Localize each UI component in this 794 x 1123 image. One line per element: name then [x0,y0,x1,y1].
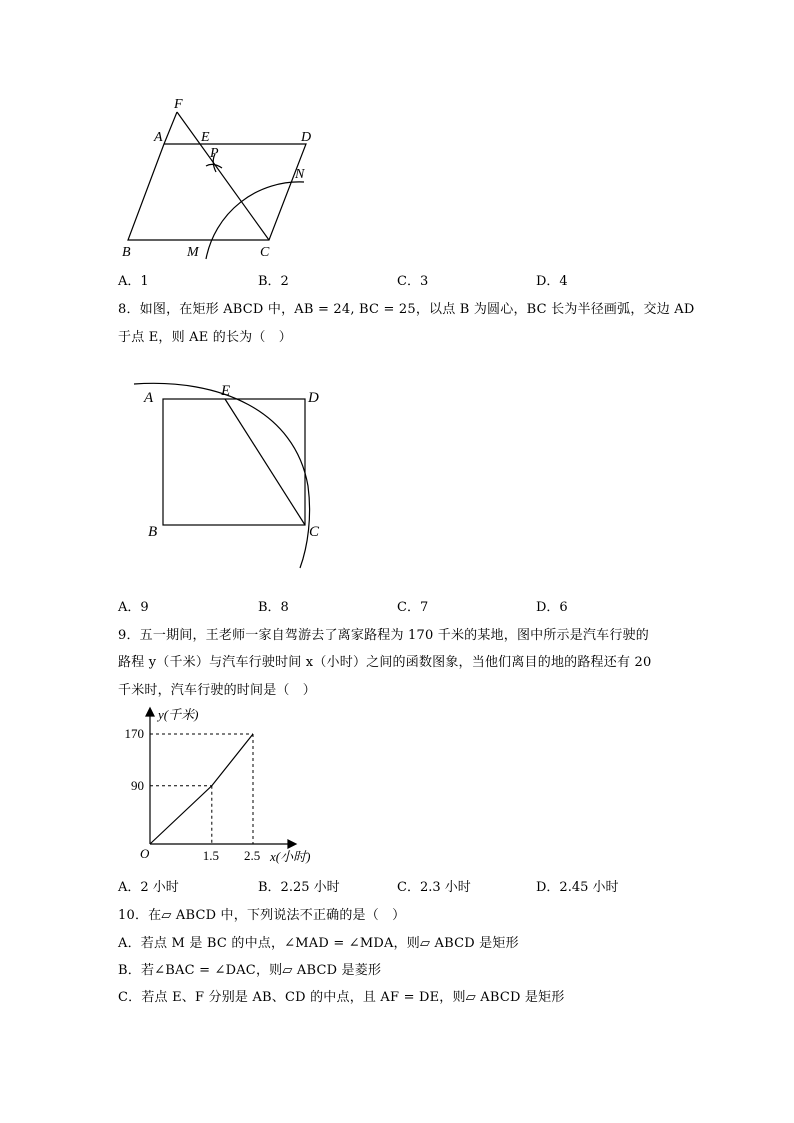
label-a: A [144,390,154,406]
origin-label: O [140,846,150,861]
q9-option-d[interactable]: D．2.45 小时 [536,880,619,895]
label-d: D [308,390,319,406]
label-b: B [148,524,158,540]
x-axis-label: x(小时) [270,849,311,864]
label-p: P [210,146,219,161]
y-tick-label: 170 [124,726,144,741]
q9-option-b[interactable]: B．2.25 小时 [258,880,340,895]
q9-stem-line2: 路程 y（千米）与汽车行驶时间 x（小时）之间的函数图象，当他们离目的地的路程还有 20 [118,655,652,670]
x-tick-label: 1.5 [202,848,220,863]
label-a: A [154,130,163,145]
label-m: M [187,245,199,260]
figure-q8-rectangle [130,376,330,576]
q7-option-c[interactable]: C．3 [397,274,429,289]
q7-option-d[interactable]: D．4 [536,274,568,289]
label-d: D [301,130,312,145]
x-tick-label: 2.5 [244,848,261,863]
label-n: N [295,167,305,182]
q8-stem-line1: 8．如图，在矩形 ABCD 中，AB = 24, BC = 25，以点 B 为圆心，BC 长为半径画弧，交边 AD [118,302,695,317]
label-b: B [122,245,131,260]
series-line-distance [150,734,253,844]
label-f: F [174,97,183,112]
label-c: C [260,245,270,260]
segment-ec [225,399,305,525]
y-tick-label: 90 [131,777,144,793]
q8-stem-line2: 于点 E，则 AE 的长为（ ） [118,330,292,345]
q7-option-b[interactable]: B．2 [258,274,289,289]
q9-stem-line3: 千米时，汽车行驶的时间是（ ） [118,683,317,698]
q7-option-a[interactable]: A．1 [118,274,149,289]
q9-option-c[interactable]: C．2.3 小时 [397,880,471,895]
q8-option-d[interactable]: D．6 [536,600,568,615]
label-e: E [221,383,231,399]
x-axis-arrow [288,840,296,848]
q10-option-c[interactable]: C．若点 E、F 分别是 AB、CD 的中点，且 AF = DE，则▱ ABCD 是矩形 [118,990,565,1005]
q10-stem: 10．在▱ ABCD 中，下列说法不正确的是（ ） [118,908,406,923]
rectangle-abcd [163,399,305,525]
q9-function-graph [124,700,340,870]
q10-option-b[interactable]: B．若∠BAC = ∠DAC，则▱ ABCD 是菱形 [118,963,382,978]
q8-option-c[interactable]: C．7 [397,600,429,615]
y-axis-arrow [146,708,154,716]
q8-option-b[interactable]: B．8 [258,600,289,615]
q9-option-a[interactable]: A．2 小时 [118,880,179,895]
y-axis-label: y(千米) [158,707,199,722]
figure-q7-parallelogram [118,94,328,264]
q8-option-a[interactable]: A．9 [118,600,149,615]
q10-option-a[interactable]: A．若点 M 是 BC 的中点，∠MAD = ∠MDA，则▱ ABCD 是矩形 [118,936,519,951]
q9-stem-line1: 9．五一期间，王老师一家自驾游去了离家路程为 170 千米的某地，图中所示是汽车行驶的 [118,628,649,643]
label-e: E [201,130,210,145]
arc-centered-b [134,383,310,568]
segment-fa [164,112,177,144]
label-c: C [309,524,320,540]
